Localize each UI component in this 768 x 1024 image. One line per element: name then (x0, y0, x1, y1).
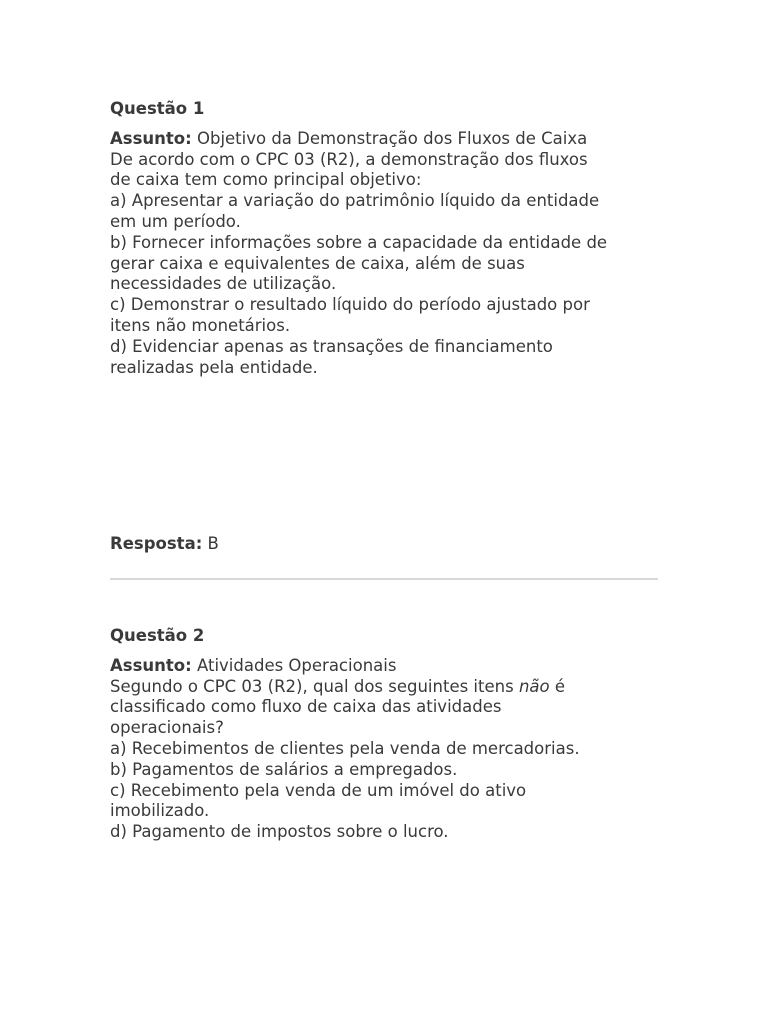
option-a-continued: em um período. (110, 211, 241, 231)
question-1 (110, 99, 670, 378)
subject-label: Assunto: (110, 128, 192, 148)
option-b-continued: necessidades de utilização. (110, 274, 337, 294)
option-b: b) Pagamentos de salários a empregados. (110, 759, 458, 779)
question-2-subject (110, 656, 670, 677)
question-text-line (110, 677, 670, 698)
option-b-continued: gerar caixa e equivalentes de caixa, além de suas (110, 253, 525, 273)
question-2-title: Questão 2 (110, 626, 205, 645)
option-c: c) Recebimento pela venda de um imóvel do ativo (110, 780, 527, 800)
intro-text: Segundo o CPC 03 (R2), qual dos seguintes itens (110, 676, 519, 696)
question-1-title: Questão 1 (110, 99, 205, 118)
question-text-line: classificado como fluxo de caixa das atividades (110, 697, 502, 717)
option-d-continued: realizadas pela entidade. (110, 357, 318, 377)
answer-label: Resposta: (110, 534, 203, 553)
option-c: c) Demonstrar o resultado líquido do período ajustado por (110, 295, 590, 315)
intro-emphasis: não (518, 676, 550, 696)
question-text-line: operacionais? (110, 718, 224, 738)
option-c-continued: imobilizado. (110, 801, 210, 821)
option-d: d) Evidenciar apenas as transações de financiamento (110, 336, 553, 356)
question-text-line: de caixa tem como principal objetivo: (110, 170, 422, 190)
question-2 (110, 626, 670, 843)
section-divider (110, 578, 658, 580)
question-1-subject (110, 129, 670, 150)
question-text-line: De acordo com o CPC 03 (R2), a demonstração dos fluxos (110, 149, 588, 169)
option-a: a) Apresentar a variação do patrimônio líquido da entidade (110, 191, 600, 211)
question-1-answer (110, 534, 219, 555)
intro-text-end: é (549, 676, 566, 696)
option-a: a) Recebimentos de clientes pela venda de mercadorias. (110, 738, 580, 758)
option-b: b) Fornecer informações sobre a capacidade da entidade de (110, 232, 608, 252)
subject-label: Assunto: (110, 655, 192, 675)
option-c-continued: itens não monetários. (110, 315, 291, 335)
option-d: d) Pagamento de impostos sobre o lucro. (110, 822, 449, 842)
answer-value: B (202, 534, 219, 553)
subject-text: Atividades Operacionais (191, 655, 397, 675)
subject-text: Objetivo da Demonstração dos Fluxos de Caixa (191, 128, 588, 148)
